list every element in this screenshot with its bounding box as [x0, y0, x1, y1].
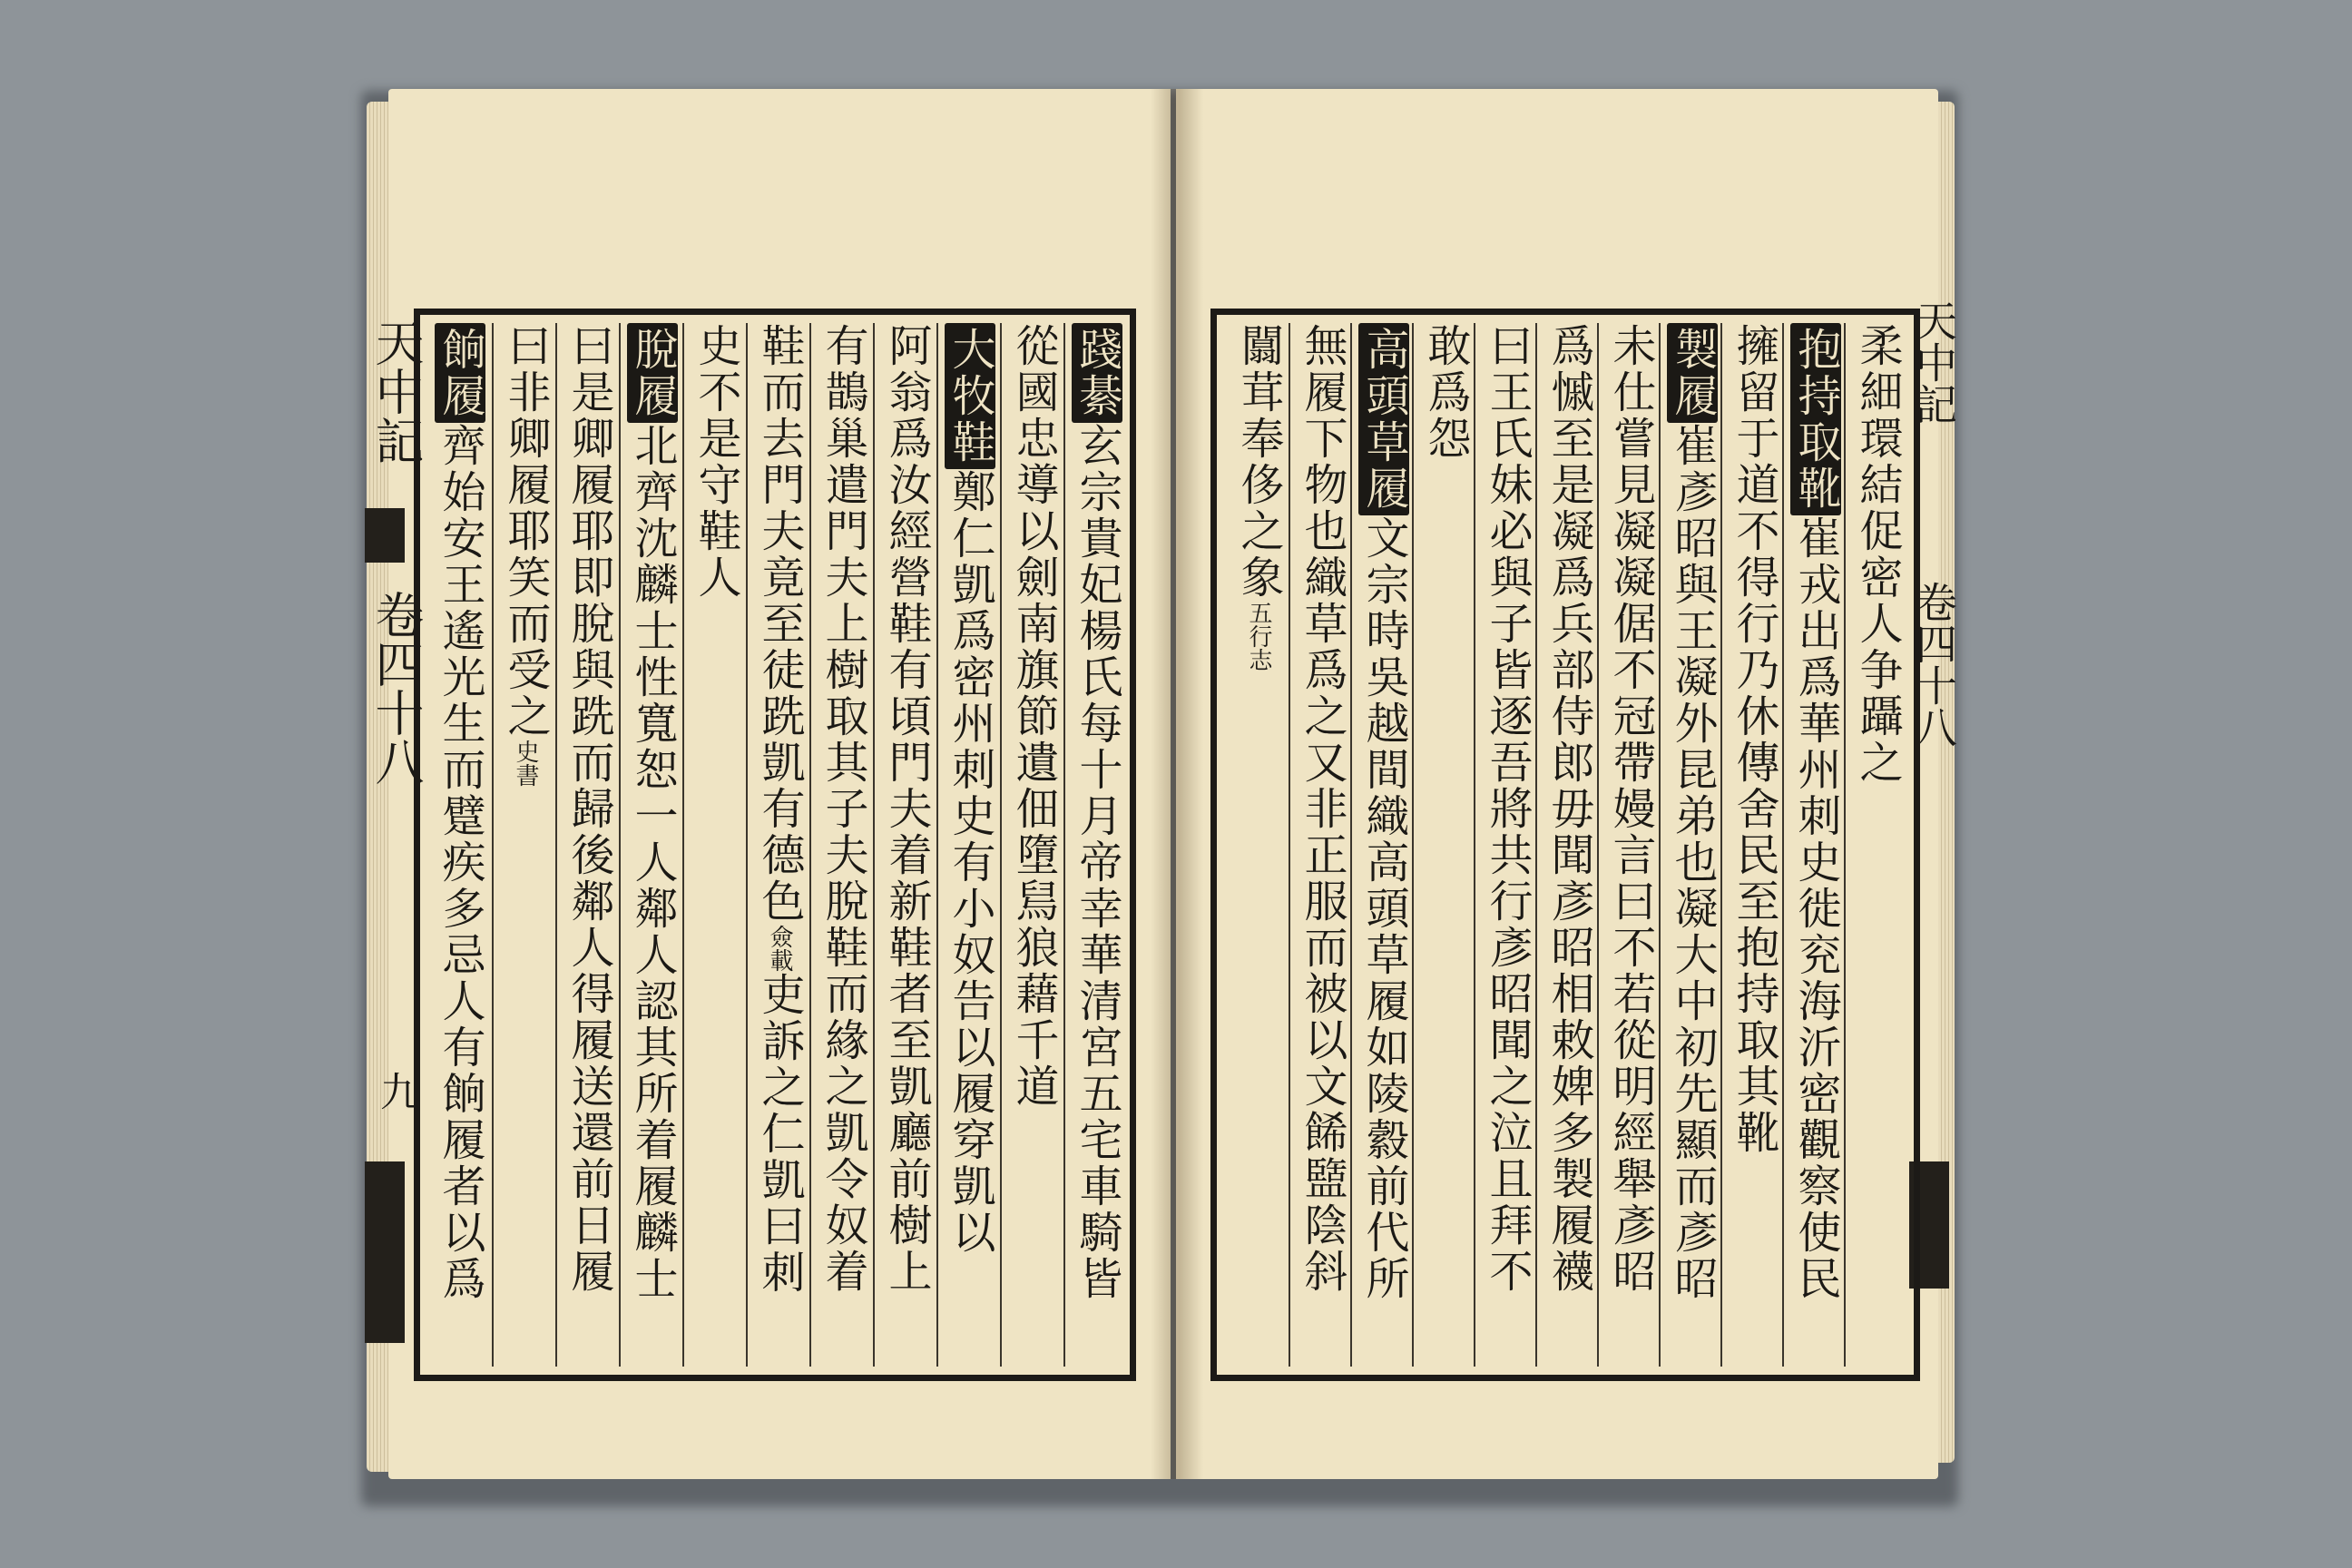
right-column-4 [1666, 323, 1719, 1302]
source-note: 五行志 [1245, 601, 1272, 671]
left-column-8 [626, 323, 679, 1302]
column-text: 闒茸奉侈之象 [1233, 323, 1284, 601]
column-text: 未仕嘗見凝凝倨不冠帶嫚言曰不若從明經舉彥昭 [1605, 323, 1656, 1295]
right-column-8 [1419, 323, 1472, 462]
right-margin-title: 天中記 [1909, 299, 1958, 425]
column-rule [873, 323, 875, 1367]
right-column-3 [1728, 323, 1780, 1156]
section-tag: 大牧鞋 [945, 323, 995, 469]
column-rule [555, 323, 557, 1367]
left-column-4 [880, 323, 933, 1295]
column-text: 文宗時吳越間織高頭草履如陵縠前代所 [1358, 515, 1409, 1302]
section-tag: 高頭草履 [1358, 323, 1409, 515]
left-column-6 [753, 323, 806, 1296]
column-rule [809, 323, 811, 1367]
left-column-5 [817, 323, 869, 1295]
right-column-5 [1604, 323, 1657, 1295]
column-text: 曰是卿履耶即脫與跣而歸後鄰人得履送還前日履 [564, 323, 614, 1295]
column-rule [936, 323, 938, 1367]
left-margin-title: 天中記 [368, 318, 425, 465]
column-rule [619, 323, 621, 1367]
section-tag: 抱持取靴 [1790, 323, 1841, 515]
column-text: 玄宗貴妃楊氏每十月帝幸華清宮五宅車騎皆 [1072, 423, 1122, 1302]
column-text: 擁留于道不得行乃休傳舍民至抱持取其靴 [1729, 323, 1779, 1156]
column-rule [1535, 323, 1537, 1367]
left-margin-lower-mark [365, 1161, 405, 1343]
column-text: 曰非卿履耶笑而受之 [500, 323, 551, 740]
column-rule [1350, 323, 1352, 1367]
column-text: 史不是守鞋人 [691, 323, 741, 601]
column-text: 阿翁爲汝經營鞋有頃門夫着新鞋者至凱廳前樹上 [881, 323, 932, 1295]
left-column-9 [563, 323, 615, 1295]
right-column-2 [1789, 323, 1842, 1302]
column-text: 有鵲巢遣門夫上樹取其子夫脫鞋而緣之凱令奴着 [818, 323, 868, 1295]
right-margin-volume: 卷四十八 [1909, 581, 1958, 748]
left-margin-page-number: 九 [373, 1071, 419, 1111]
section-tag: 製履 [1667, 323, 1718, 423]
right-column-6 [1543, 323, 1595, 1295]
section-tag: 餉履 [435, 323, 485, 423]
source-note: 史書 [512, 740, 539, 787]
left-column-3 [944, 323, 996, 1256]
left-margin-fishtail [365, 508, 405, 563]
column-text: 吏訴之仁凱曰刺 [754, 972, 805, 1296]
column-rule [1412, 323, 1414, 1367]
column-text: 曰王氏妹必與子皆逐吾將共行彥昭聞之泣且拜不 [1482, 323, 1533, 1295]
column-rule [1720, 323, 1722, 1367]
column-rule [1659, 323, 1661, 1367]
right-column-10 [1296, 323, 1348, 1295]
book-gutter [1151, 89, 1203, 1479]
left-column-11 [434, 323, 486, 1302]
column-text: 北齊沈麟士性寬恕一人鄰人認其所着履麟士 [627, 423, 678, 1302]
column-text: 鞋而去門夫竟至徒跣凱有德色 [754, 323, 805, 925]
source-note: 僉載 [766, 925, 793, 972]
column-rule [1597, 323, 1599, 1367]
column-text: 崔彥昭與王凝外昆弟也凝大中初先顯而彥昭 [1667, 423, 1718, 1302]
right-column-1 [1851, 323, 1904, 786]
column-text: 崔戎出爲華州刺史徙兖海沂密觀察使民 [1790, 515, 1841, 1302]
left-column-2 [1007, 323, 1060, 1110]
left-column-1 [1071, 323, 1123, 1302]
left-margin-volume: 卷四十八 [368, 590, 425, 786]
column-rule [1000, 323, 1002, 1367]
column-rule [1782, 323, 1784, 1367]
column-text: 柔細環結促密人争躡之 [1852, 323, 1903, 786]
left-column-10 [499, 323, 552, 787]
left-column-7 [690, 323, 742, 601]
column-rule [492, 323, 494, 1367]
right-column-9 [1357, 323, 1410, 1302]
section-tag: 踐綦 [1072, 323, 1122, 423]
right-column-7 [1481, 323, 1534, 1295]
column-text: 鄭仁凱爲密州刺史有小奴告以履穿凱以 [945, 469, 995, 1256]
right-column-11 [1232, 323, 1285, 671]
column-text: 爲慽至是凝爲兵部侍郎毋聞彥昭相敕婢多製履襪 [1544, 323, 1594, 1295]
section-tag: 脫履 [627, 323, 678, 423]
column-rule [1844, 323, 1846, 1367]
column-text: 敢爲怨 [1420, 323, 1471, 462]
column-text: 從國忠導以劍南旗節遺佃墮舃狼藉千道 [1008, 323, 1059, 1110]
column-text: 齊始安王遙光生而躄疾多忌人有餉履者以爲 [435, 423, 485, 1302]
column-rule [1063, 323, 1065, 1367]
column-text: 無履下物也織草爲之又非正服而被以文餙盬陰斜 [1297, 323, 1348, 1295]
column-rule [1474, 323, 1475, 1367]
column-rule [746, 323, 748, 1367]
column-rule [1289, 323, 1290, 1367]
column-rule [682, 323, 684, 1367]
